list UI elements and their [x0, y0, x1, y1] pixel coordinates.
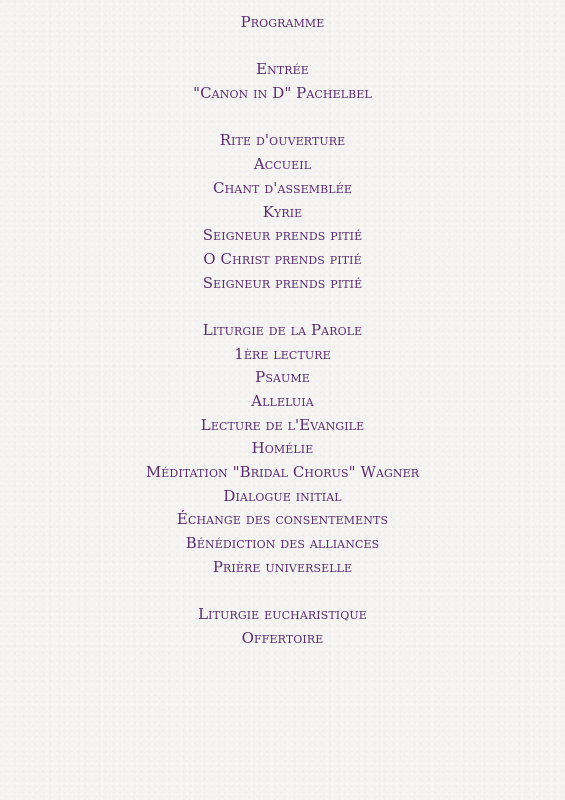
section-gap: [0, 106, 565, 130]
programme-line: Chant d'assemblée: [213, 178, 352, 197]
programme-line: Bénédiction des alliances: [185, 534, 380, 553]
programme-line: Méditation "Bridal Chorus" Wagner: [145, 463, 420, 482]
programme-line: Lecture de l'Evangile: [200, 415, 365, 434]
programme-line: Prière universelle: [212, 557, 353, 576]
programme-line: 1ère lecture: [234, 344, 331, 363]
programme-line: "Canon in D" Pachelbel: [193, 84, 372, 103]
programme-line: Offertoire: [241, 628, 324, 647]
programme-line: Entrée: [256, 60, 309, 79]
programme-line: Seigneur prends pitié: [202, 226, 363, 245]
programme-title: Programme: [240, 13, 325, 31]
programme-line: Seigneur prends pitié: [202, 273, 363, 292]
section-liturgie-parole: [0, 319, 565, 580]
programme-line: Dialogue initial: [223, 486, 342, 505]
programme-line: Kyrie: [262, 202, 303, 221]
programme-line: Alleluia: [251, 392, 314, 410]
section-liturgie-eucharistique: [0, 603, 565, 650]
programme-line: Accueil: [253, 155, 312, 174]
programme-line: Échange des consentements: [176, 510, 389, 529]
programme-line: Psaume: [255, 368, 310, 387]
programme-line: Rite d'ouverture: [219, 131, 346, 150]
section-entree: [0, 58, 565, 105]
programme-line: Homélie: [251, 439, 314, 458]
programme-line: Liturgie eucharistique: [198, 605, 367, 624]
section-gap: [0, 35, 565, 59]
programme-line: Liturgie de la Parole: [202, 320, 363, 339]
programme-line: O Christ prends pitié: [203, 249, 362, 268]
section-gap: [0, 580, 565, 604]
section-gap: [0, 295, 565, 319]
section-rite-ouverture: [0, 129, 565, 295]
